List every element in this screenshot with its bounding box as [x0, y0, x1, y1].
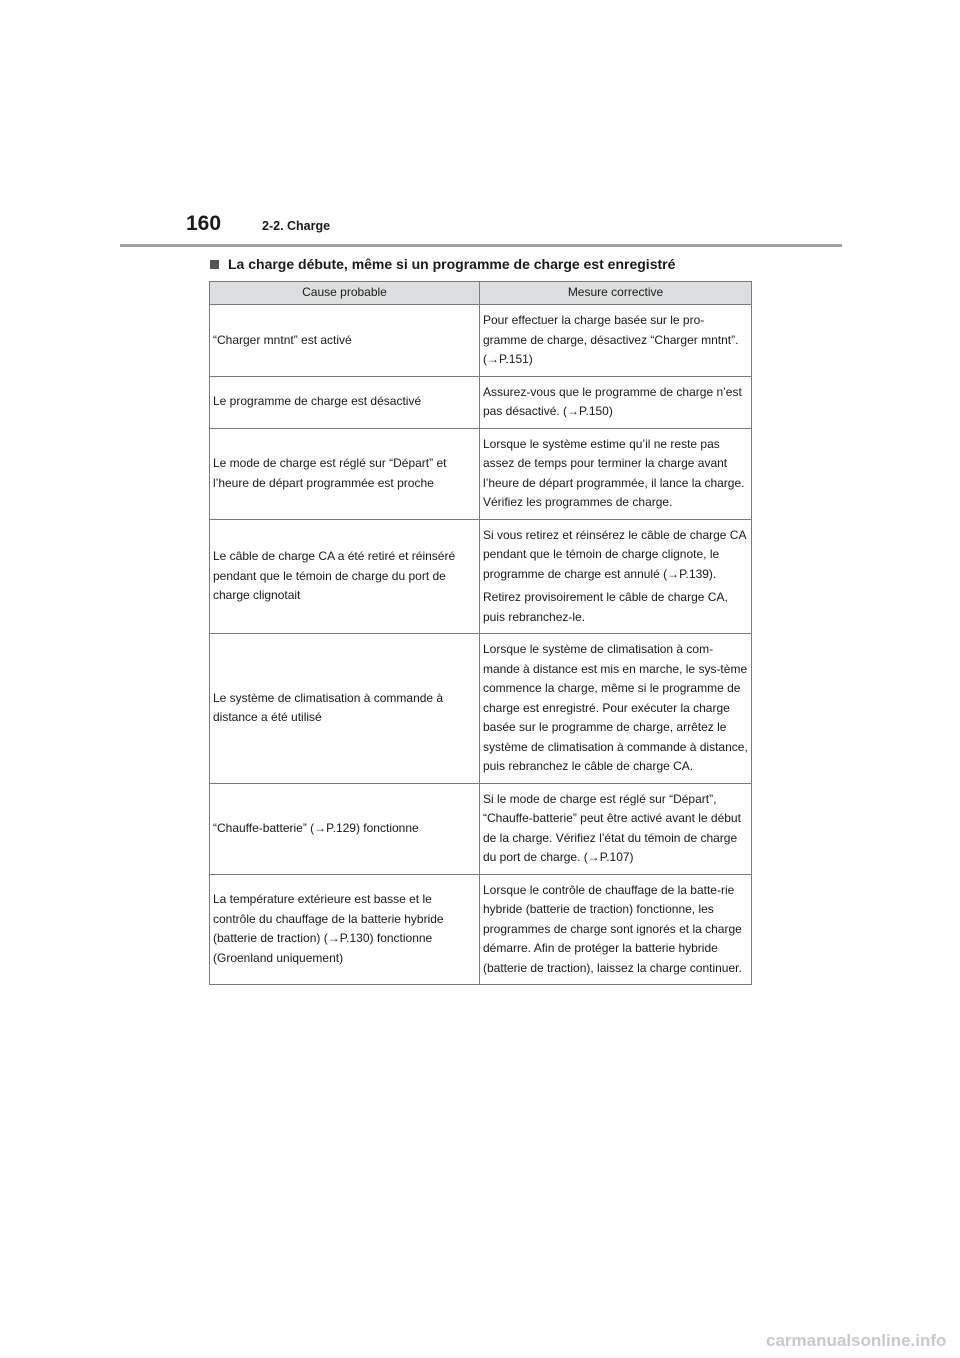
measure-cell — [480, 634, 752, 784]
table-row — [210, 305, 752, 377]
measure-cell — [480, 305, 752, 377]
cause-cell: Le mode de charge est réglé sur “Départ” et l’heure de départ programmée est proche — [210, 428, 480, 519]
measure-paragraph: Lorsque le contrôle de chauffage de la batte-rie hybride (batterie de traction) fonctionne, les programmes de charge sont ignorés et la charge démarre. Afin de protéger la batterie hybride (batterie de traction), laissez la charge continuer. — [483, 882, 742, 975]
measure-paragraph: Retirez provisoirement le câble de charge CA, puis rebranchez-le. — [483, 590, 728, 624]
cause-cell: “Charger mntnt” est activé — [210, 305, 480, 377]
section-reference: 2-2. Charge — [262, 219, 331, 233]
square-bullet-icon — [210, 260, 219, 269]
measure-paragraph: Lorsque le système de climatisation à com-mande à distance est mis en marche, le sys-tème commence la charge, même si le programme de charge est enregistré. Pour exécuter la charge basée sur le programme de charge, arrêtez le système de climatisation à commande à distance, puis rebranchez le câble de charge CA. — [483, 642, 748, 773]
table-row — [210, 783, 752, 874]
table-row — [210, 519, 752, 634]
cause-measure-table — [209, 281, 752, 985]
measure-paragraph: Si le mode de charge est réglé sur “Départ”, “Chauffe-batterie” peut être activé avant le début de la charge. Vérifiez l’état du témoin de charge du port de charge. (→P.107) — [483, 791, 741, 864]
column-header-cause: Cause probable — [210, 282, 480, 305]
section-heading-text: La charge débute, même si un programme de charge est enregistré — [228, 256, 676, 272]
measure-cell — [480, 428, 752, 519]
page-number: 160 — [186, 212, 222, 235]
measure-paragraph: Lorsque le système estime qu’il ne reste pas assez de temps pour terminer la charge avant l’heure de départ programmée, il lance la charge. Vérifiez les programmes de charge. — [483, 436, 745, 509]
header-divider — [120, 244, 842, 247]
table-row — [210, 874, 752, 985]
table-row — [210, 428, 752, 519]
watermark-text: carmanualsonline.info — [766, 1331, 947, 1350]
cause-cell: “Chauffe-batterie” (→P.129) fonctionne — [210, 783, 480, 874]
measure-cell — [480, 519, 752, 634]
measure-cell — [480, 783, 752, 874]
table-row — [210, 634, 752, 784]
cause-cell: La température extérieure est basse et le contrôle du chauffage de la batterie hybride (batterie de traction) (→P.130) fonctionne (Groenland uniquement) — [210, 874, 480, 985]
measure-paragraph: Assurez-vous que le programme de charge n’est pas désactivé. (→P.150) — [483, 384, 742, 418]
table-header-row — [210, 282, 752, 305]
measure-paragraph: Pour effectuer la charge basée sur le pro-gramme de charge, désactivez “Charger mntnt”. (→P.151) — [483, 313, 739, 366]
column-header-measure: Mesure corrective — [480, 282, 752, 305]
section-heading — [210, 256, 675, 272]
cause-cell: Le câble de charge CA a été retiré et réinséré pendant que le témoin de charge du port de charge clignotait — [210, 519, 480, 634]
table-row — [210, 376, 752, 428]
cause-cell: Le programme de charge est désactivé — [210, 376, 480, 428]
cause-cell: Le système de climatisation à commande à distance a été utilisé — [210, 634, 480, 784]
measure-cell — [480, 376, 752, 428]
measure-paragraph: Si vous retirez et réinsérez le câble de charge CA pendant que le témoin de charge clignote, le programme de charge est annulé (→P.139). — [483, 527, 746, 581]
measure-cell — [480, 874, 752, 985]
